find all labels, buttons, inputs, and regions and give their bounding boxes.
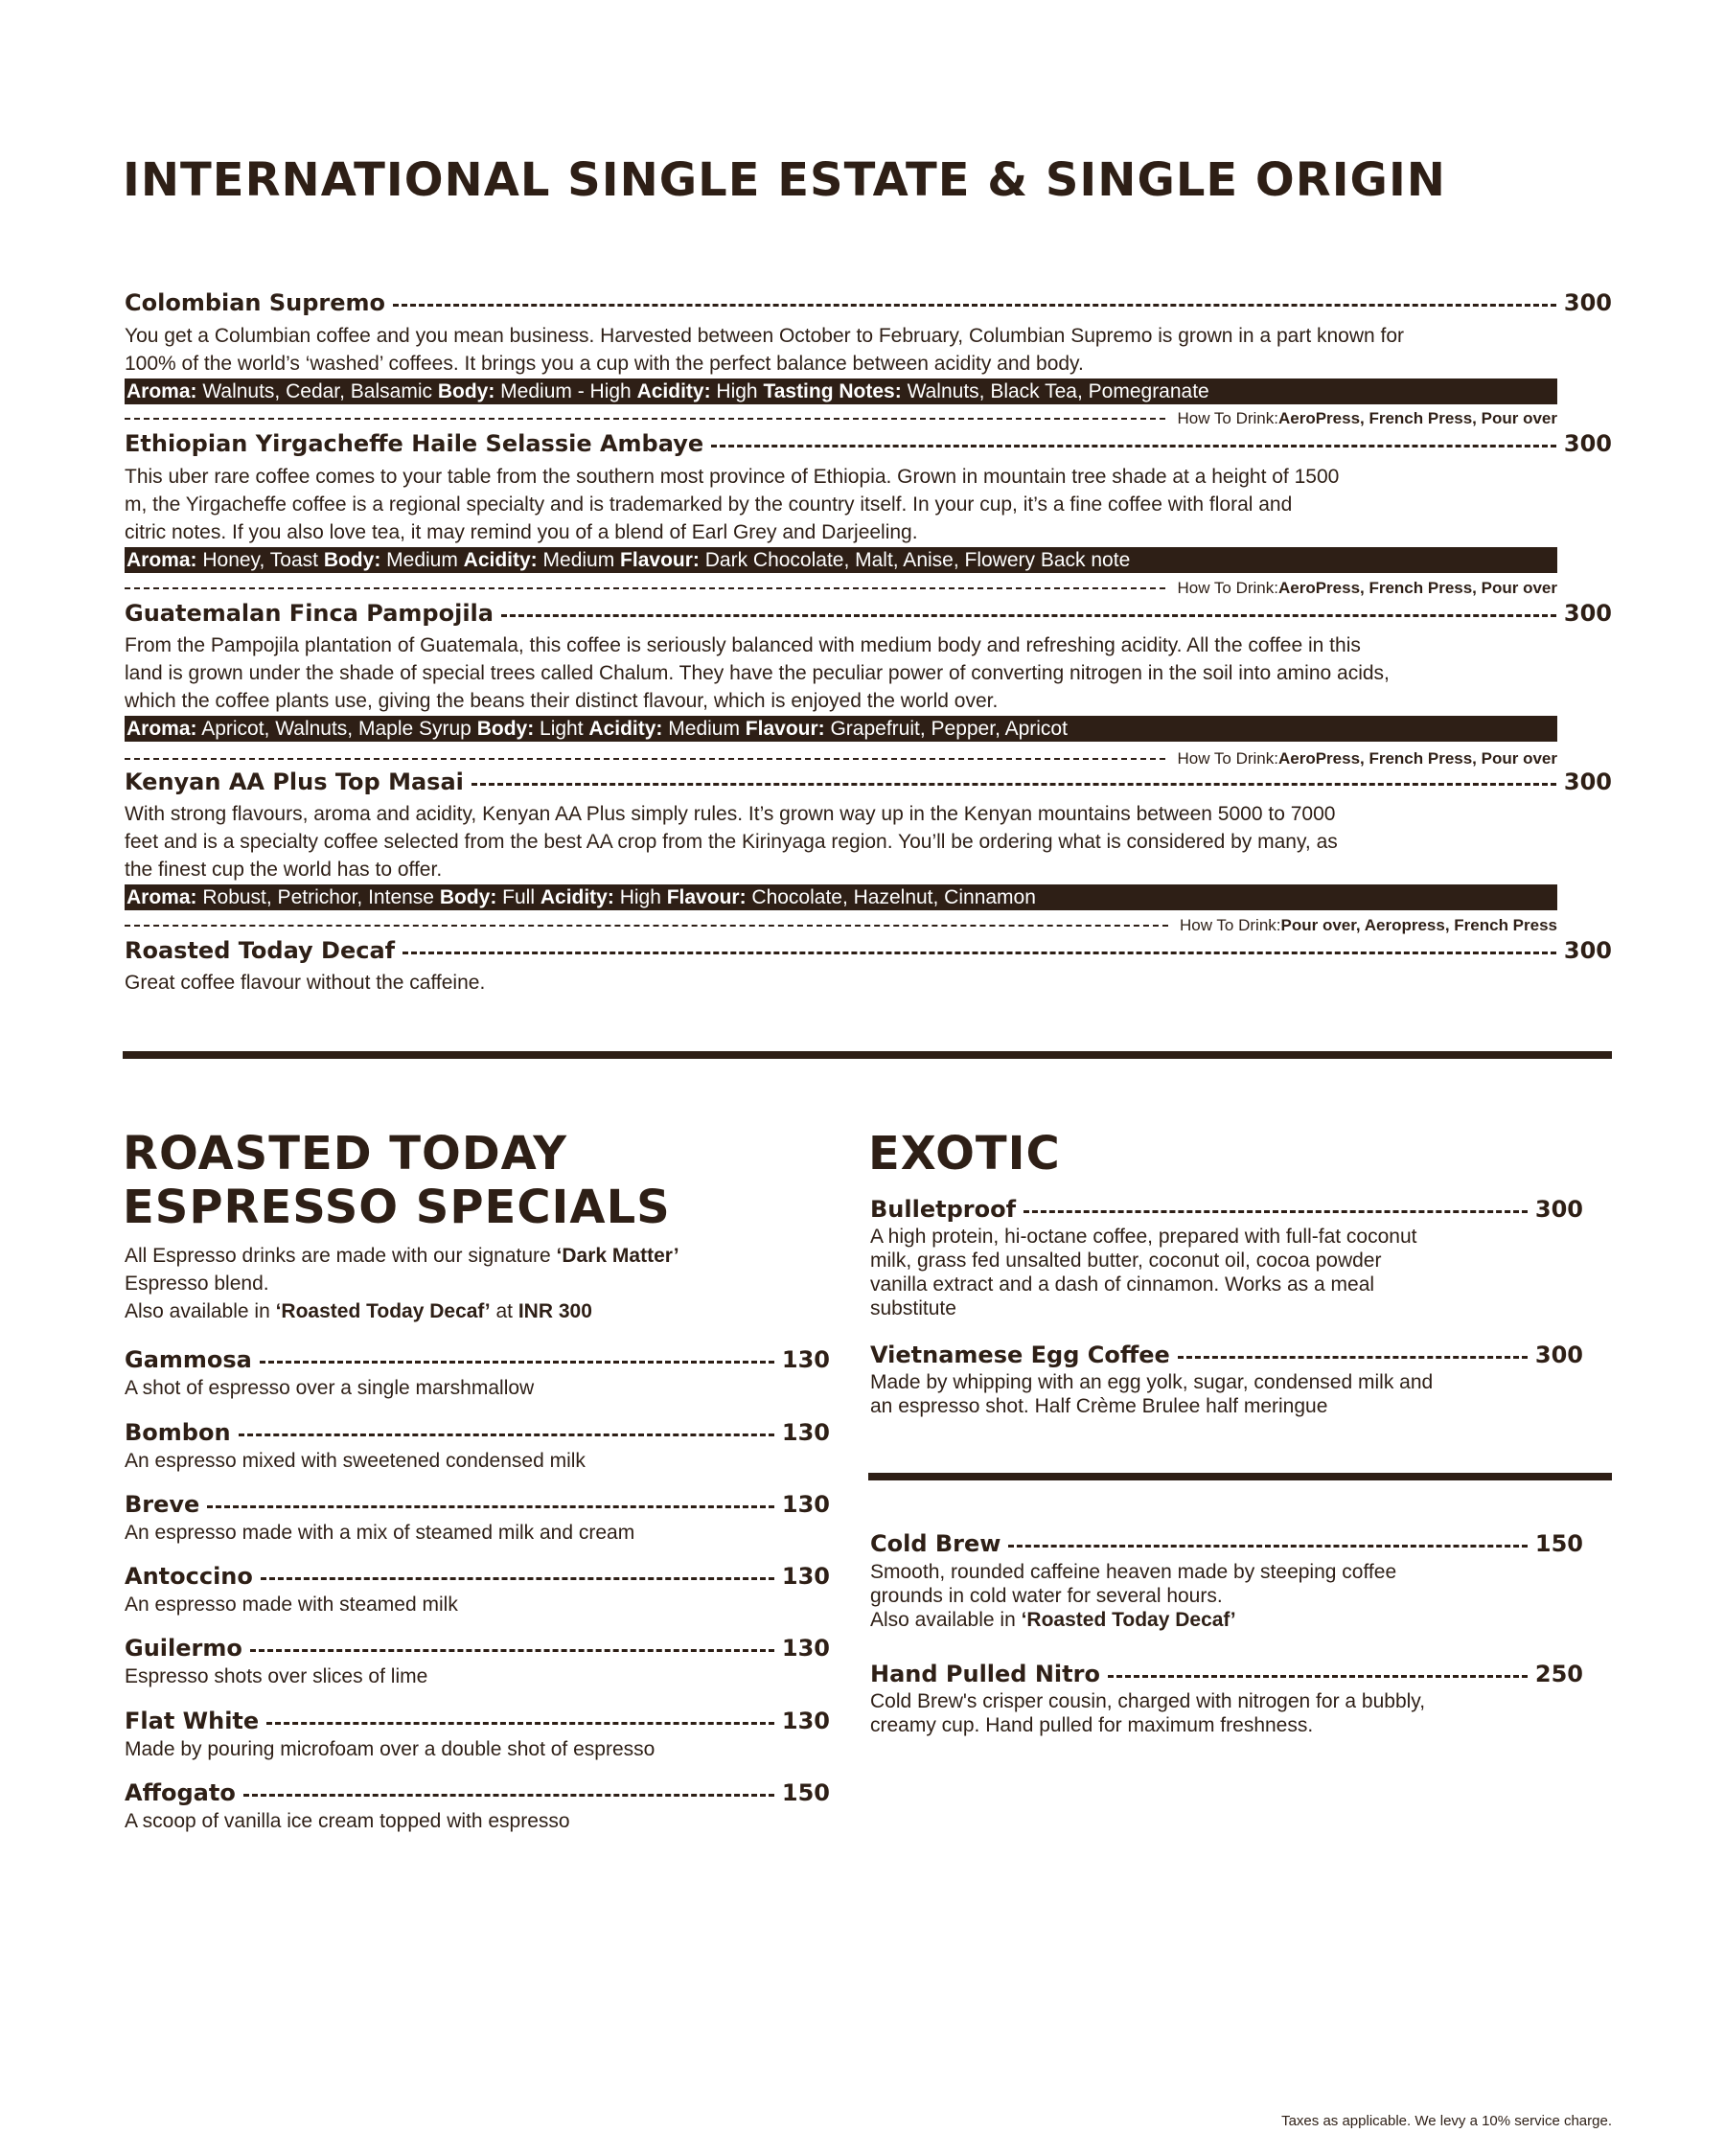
tasting-notes-bar: Aroma: Honey, Toast Body: Medium Acidity: Medium Flavour: Dark Chocolate, Malt, Anise, Flowery Back note [125,547,1557,573]
item-description: An espresso made with steamed milk [125,1594,458,1616]
menu-item-guatemalan-finca [125,600,1612,627]
item-name: Antoccino [125,1563,253,1590]
menu-item-kenyan-aa [125,768,1612,795]
item-name: Roasted Today Decaf [125,937,396,964]
item-price: 300 [1563,937,1612,964]
item-price: 130 [781,1491,830,1518]
item-name: Cold Brew [870,1530,1001,1557]
menu-item-breve [125,1491,830,1518]
leader-dashes [250,1649,774,1652]
item-price: 130 [781,1563,830,1590]
how-to-drink: How To Drink: AeroPress, French Press, Pour over [125,409,1557,428]
leader-dashes [243,1794,774,1797]
menu-item-gammosa [125,1346,830,1373]
leader-dashes [402,952,1556,954]
item-name: Gammosa [125,1346,252,1373]
menu-item-cold-brew [870,1530,1583,1557]
menu-item-bombon [125,1419,830,1446]
item-price: 250 [1534,1661,1583,1687]
item-description: This uber rare coffee comes to your table from the southern most province of Ethiopia. Grown in mountain tree shade at a height of 1500 m, the Yirgacheffe coffee is a regional specialty and is trademarked by the country itself. In your cup, it’s a fine coffee with floral and citric notes. If you also love tea, it may remind you of a blend of Earl Grey and Darjeeling. [125,466,1340,543]
leader-dashes [472,783,1556,786]
item-price: 300 [1534,1196,1583,1223]
item-description: Great coffee flavour without the caffeine. [125,972,486,994]
item-name: Kenyan AA Plus Top Masai [125,768,464,795]
item-name: Flat White [125,1708,260,1734]
how-to-drink: How To Drink: AeroPress, French Press, Pour over [125,579,1557,598]
leader-dashes [260,1361,774,1364]
item-price: 130 [781,1708,830,1734]
item-name: Vietnamese Egg Coffee [870,1342,1170,1368]
item-description: An espresso mixed with sweetened condensed milk [125,1450,586,1472]
item-name: Affogato [125,1779,236,1806]
item-description: With strong flavours, aroma and acidity, Kenyan AA Plus simply rules. It’s grown way up in the Kenyan mountains between 5000 to 7000 feet and is a specialty coffee selected from the best AA crop from the Kirinyaga region. You’ll be ordering what is considered by many, as the finest cup the world has to offer. [125,803,1338,881]
menu-item-ethiopian-yirgacheffe [125,430,1612,457]
item-description: You get a Columbian coffee and you mean business. Harvested between October to February, Columbian Supremo is grown in a part known for 100% of the world’s ‘washed’ coffees. It brings you a cup with the perfect balance between acidity and body. [125,325,1405,375]
menu-item-guilermo [125,1635,830,1662]
item-name: Hand Pulled Nitro [870,1661,1100,1687]
leader-dashes [501,614,1556,617]
item-description: An espresso made with a mix of steamed milk and cream [125,1522,635,1544]
menu-item-colombian-supremo [125,289,1612,316]
item-name: Breve [125,1491,200,1518]
leader-dashes [711,445,1556,447]
item-price: 300 [1563,768,1612,795]
leader-dashes [1008,1545,1527,1548]
tasting-notes-bar: Aroma: Robust, Petrichor, Intense Body: Full Acidity: High Flavour: Chocolate, Hazelnut, Cinnamon [125,884,1557,910]
tasting-notes-bar: Aroma: Walnuts, Cedar, Balsamic Body: Medium - High Acidity: High Tasting Notes: Walnuts, Black Tea, Pomegranate [125,378,1557,404]
item-name: Bulletproof [870,1196,1017,1223]
exotic-section-title: EXOTIC [868,1127,1061,1181]
item-price: 300 [1563,600,1612,627]
item-name: Colombian Supremo [125,289,386,316]
item-description: Smooth, rounded caffeine heaven made by steeping coffee grounds in cold water for several hours. Also available in ‘Roasted Today Decaf’ [870,1561,1397,1631]
item-price: 130 [781,1419,830,1446]
section-divider [868,1473,1612,1480]
item-name: Guilermo [125,1635,242,1662]
leader-dashes [261,1577,774,1580]
item-price: 300 [1563,289,1612,316]
tasting-notes-bar: Aroma: Apricot, Walnuts, Maple Syrup Body: Light Acidity: Medium Flavour: Grapefruit, Pepper, Apricot [125,716,1557,742]
leader-dashes [207,1505,774,1508]
leader-dashes [393,304,1556,307]
how-to-drink: How To Drink: AeroPress, French Press, Pour over [125,749,1557,768]
item-price: 150 [1534,1530,1583,1557]
item-price: 300 [1563,430,1612,457]
how-to-drink: How To Drink: Pour over, Aeropress, French Press [125,916,1557,935]
item-price: 150 [781,1779,830,1806]
item-description: A shot of espresso over a single marshmallow [125,1377,535,1399]
item-description: A high protein, hi-octane coffee, prepared with full-fat coconut milk, grass fed unsalted butter, coconut oil, cocoa powder vanilla extract and a dash of cinnamon. Works as a meal substitute [870,1226,1417,1319]
section-divider [123,1051,1612,1059]
leader-dashes [1024,1210,1528,1213]
menu-item-hand-pulled-nitro [870,1661,1583,1687]
item-description: Made by pouring microfoam over a double shot of espresso [125,1738,656,1760]
menu-item-bulletproof [870,1196,1583,1223]
item-name: Guatemalan Finca Pampojila [125,600,494,627]
intl-section-title: INTERNATIONAL SINGLE ESTATE & SINGLE ORIGIN [123,153,1446,207]
espresso-section-title: ROASTED TODAY ESPRESSO SPECIALS [123,1127,671,1234]
menu-item-flat-white [125,1708,830,1734]
item-description: A scoop of vanilla ice cream topped with espresso [125,1810,570,1832]
leader-dashes [1178,1356,1528,1359]
leader-dashes [239,1434,774,1436]
menu-item-affogato [125,1779,830,1806]
item-name: Ethiopian Yirgacheffe Haile Selassie Ambaye [125,430,704,457]
item-description: Cold Brew's crisper cousin, charged with nitrogen for a bubbly, creamy cup. Hand pulled for maximum freshness. [870,1690,1426,1736]
item-description: From the Pampojila plantation of Guatemala, this coffee is seriously balanced with medium body and refreshing acidity. All the coffee in this land is grown under the shade of special trees called Chalum. They have the peculiar power of converting nitrogen in the soil into amino acids, which the coffee plants use, giving the beans their distinct flavour, which is enjoyed the world over. [125,634,1390,712]
item-price: 300 [1534,1342,1583,1368]
menu-item-antoccino [125,1563,830,1590]
leader-dashes [266,1722,774,1725]
menu-item-roasted-today-decaf [125,937,1612,964]
leader-dashes [1108,1675,1528,1678]
item-description: Espresso shots over slices of lime [125,1665,428,1687]
espresso-intro: All Espresso drinks are made with our signature ‘Dark Matter’ Espresso blend. Also available in ‘Roasted Today Decaf’ at INR 300 [125,1245,679,1322]
menu-item-vietnamese-egg-coffee [870,1342,1583,1368]
item-name: Bombon [125,1419,231,1446]
footer-tax-note: Taxes as applicable. We levy a 10% service charge. [1281,2113,1612,2129]
item-price: 130 [781,1635,830,1662]
item-description: Made by whipping with an egg yolk, sugar, condensed milk and an espresso shot. Half Crème Brulee half meringue [870,1371,1434,1417]
item-price: 130 [781,1346,830,1373]
